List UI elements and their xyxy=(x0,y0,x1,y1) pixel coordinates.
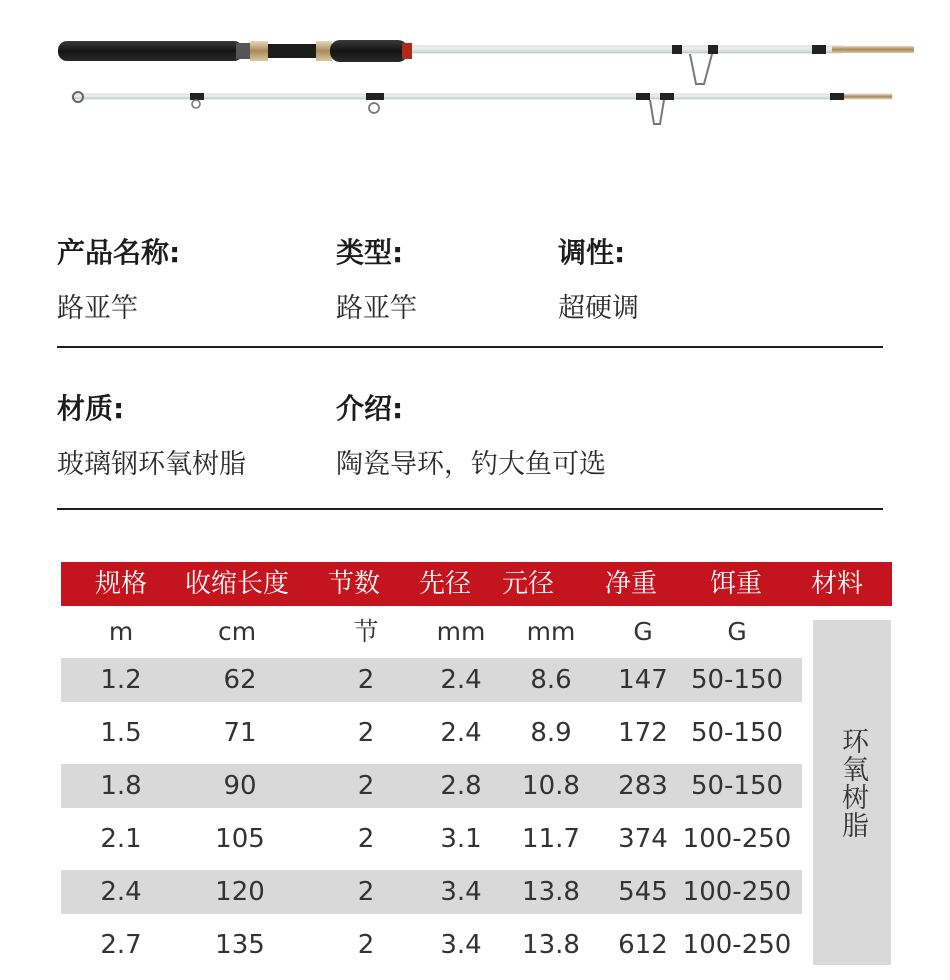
rod-butt-section xyxy=(58,40,914,84)
table-cell: 2 xyxy=(357,771,375,801)
table-cell: 1.2 xyxy=(100,665,142,695)
header-cell: 元径 xyxy=(501,569,555,599)
unit-cell: 节 xyxy=(353,617,379,646)
unit-cell: cm xyxy=(217,617,257,646)
table-row xyxy=(61,711,802,755)
spec-value: 玻璃钢环氧树脂 xyxy=(57,449,246,480)
table-cell: 2 xyxy=(357,665,375,695)
table-cell: 1.8 xyxy=(100,771,142,801)
table-cell: 50-150 xyxy=(690,665,784,695)
spec-intro xyxy=(336,392,606,482)
table-cell: 147 xyxy=(618,665,668,695)
table-cell: 2 xyxy=(357,824,375,854)
spec-value: 路亚竿 xyxy=(336,293,417,324)
header-cell: 节数 xyxy=(327,569,381,599)
table-cell: 71 xyxy=(223,718,257,748)
table-cell: 2.4 xyxy=(100,877,142,907)
table-cell: 283 xyxy=(618,771,668,801)
spec-label: 类型: xyxy=(336,236,404,269)
table-cell: 90 xyxy=(223,771,257,801)
spec-label: 调性: xyxy=(558,236,626,269)
table-cell: 545 xyxy=(618,877,668,907)
table-cell: 13.8 xyxy=(522,877,580,907)
table-cell: 100-250 xyxy=(682,930,792,960)
table-cell: 374 xyxy=(618,824,668,854)
divider xyxy=(57,346,883,348)
table-row xyxy=(61,658,802,702)
table-cell: 105 xyxy=(215,824,265,854)
spec-material xyxy=(57,392,246,482)
table-cell: 3.4 xyxy=(440,877,482,907)
table-cell: 8.9 xyxy=(530,718,572,748)
table-cell: 2 xyxy=(357,877,375,907)
units-row xyxy=(61,610,821,654)
unit-cell: mm xyxy=(526,617,576,646)
table-cell: 2 xyxy=(357,930,375,960)
table-cell: 612 xyxy=(618,930,668,960)
spec-type xyxy=(336,236,417,326)
spec-label: 材质: xyxy=(57,392,125,425)
table-row xyxy=(61,817,802,861)
spec-product-name xyxy=(57,236,180,326)
table-cell: 13.8 xyxy=(522,930,580,960)
header-cell: 饵重 xyxy=(709,569,763,599)
unit-cell: G xyxy=(727,617,747,646)
spec-value: 超硬调 xyxy=(558,293,639,324)
spec-label: 介绍: xyxy=(336,392,404,425)
fishing-rod-illustration xyxy=(0,0,950,150)
table-cell: 62 xyxy=(223,665,257,695)
table-cell: 50-150 xyxy=(690,771,784,801)
rod-tip-section xyxy=(72,92,892,124)
table-cell: 100-250 xyxy=(682,824,792,854)
spec-value: 路亚竿 xyxy=(57,293,138,324)
table-cell: 172 xyxy=(618,718,668,748)
table-cell: 2.8 xyxy=(440,771,482,801)
table-cell: 2.1 xyxy=(100,824,142,854)
table-cell: 3.1 xyxy=(440,824,482,854)
header-cell: 材料 xyxy=(810,569,864,599)
material-value: 环氧树脂 xyxy=(837,727,868,839)
table-cell: 100-250 xyxy=(682,877,792,907)
table-cell: 8.6 xyxy=(530,665,572,695)
header-cell: 净重 xyxy=(604,569,658,599)
header-cell: 规格 xyxy=(94,569,148,599)
table-cell: 10.8 xyxy=(522,771,580,801)
table-row xyxy=(61,764,802,808)
table-cell: 2.7 xyxy=(100,930,142,960)
unit-cell: m xyxy=(108,617,134,646)
table-cell: 1.5 xyxy=(100,718,142,748)
spec-action xyxy=(558,236,639,326)
unit-cell: mm xyxy=(436,617,486,646)
table-cell: 120 xyxy=(215,877,265,907)
table-header xyxy=(61,562,892,606)
unit-cell: G xyxy=(633,617,653,646)
table-cell: 11.7 xyxy=(522,824,580,854)
header-cell: 先径 xyxy=(418,569,472,599)
header-cell: 收缩长度 xyxy=(184,569,290,599)
table-cell: 50-150 xyxy=(690,718,784,748)
table-row xyxy=(61,923,802,967)
table-cell: 2.4 xyxy=(440,718,482,748)
table-cell: 2.4 xyxy=(440,665,482,695)
divider xyxy=(57,508,883,510)
material-cell xyxy=(813,620,891,965)
table-cell: 2 xyxy=(357,718,375,748)
table-row xyxy=(61,870,802,914)
spec-value: 陶瓷导环，钓大鱼可选 xyxy=(336,449,606,480)
table-cell: 3.4 xyxy=(440,930,482,960)
table-cell: 135 xyxy=(215,930,265,960)
spec-label: 产品名称: xyxy=(57,236,181,269)
